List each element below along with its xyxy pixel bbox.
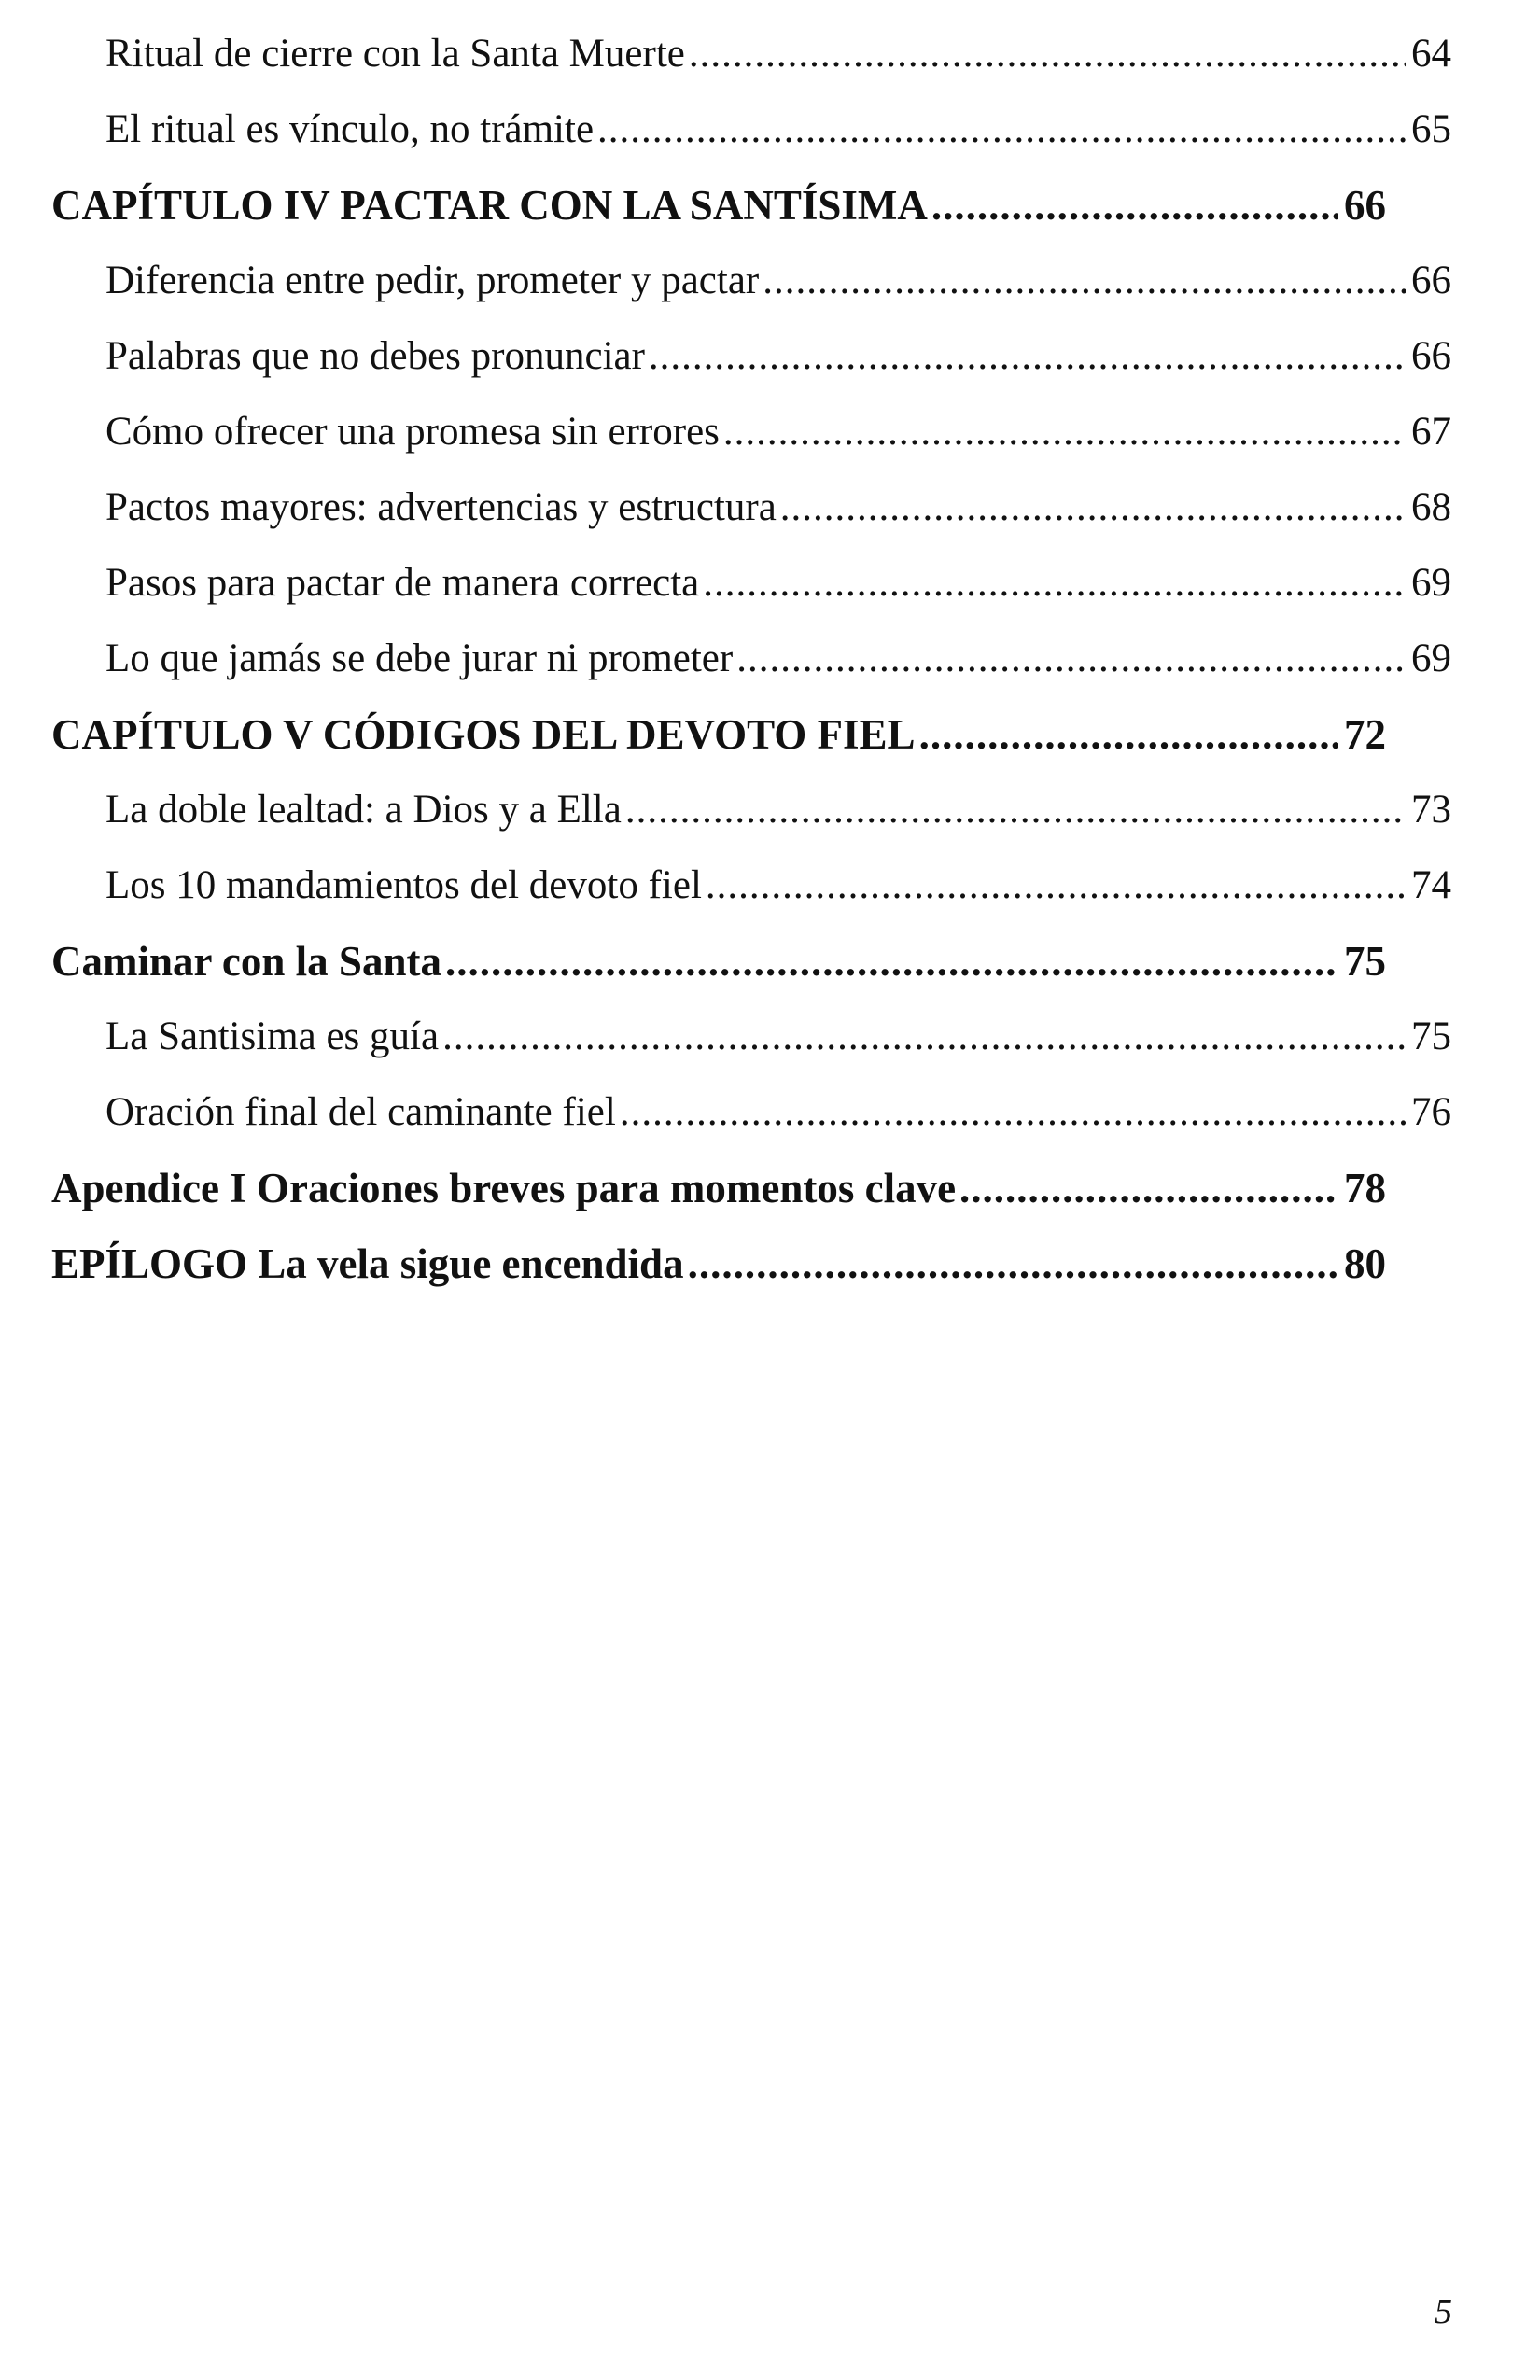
toc-entry[interactable] bbox=[105, 323, 1451, 390]
toc-entry-title: CAPÍTULO IV PACTAR CON LA SANTÍSIMA bbox=[51, 182, 928, 229]
toc-chapter-entry[interactable] bbox=[51, 701, 1386, 768]
toc-entry-title: Apendice I Oraciones breves para momentos clave bbox=[51, 1165, 957, 1211]
toc-entry-title: Oración final del caminante fiel bbox=[105, 1090, 616, 1134]
toc-entry-page: 66 bbox=[1344, 182, 1386, 229]
toc-entry-page: 65 bbox=[1411, 107, 1451, 151]
toc-entry-page: 73 bbox=[1411, 788, 1451, 832]
toc-entry-title: Palabras que no debes pronunciar bbox=[105, 334, 645, 378]
toc-chapter-entry[interactable] bbox=[51, 172, 1386, 239]
toc-entry-page: 74 bbox=[1411, 863, 1451, 907]
toc-entry-page: 76 bbox=[1411, 1090, 1451, 1134]
dot-leader bbox=[703, 550, 1406, 617]
dot-leader bbox=[625, 777, 1406, 844]
dot-leader bbox=[620, 1079, 1406, 1146]
toc-entry-page: 78 bbox=[1344, 1165, 1386, 1211]
toc-entry-title: Los 10 mandamientos del devoto fiel bbox=[105, 863, 702, 907]
toc-entry[interactable] bbox=[105, 21, 1451, 88]
toc-entry-title: Caminar con la Santa bbox=[51, 938, 441, 985]
dot-leader bbox=[649, 323, 1406, 390]
dot-leader bbox=[688, 1230, 1338, 1297]
dot-leader bbox=[959, 1155, 1338, 1222]
toc-chapter-entry[interactable] bbox=[51, 1155, 1386, 1222]
toc-entry-title: CAPÍTULO V CÓDIGOS DEL DEVOTO FIEL bbox=[51, 711, 916, 758]
toc-entry-page: 64 bbox=[1411, 32, 1451, 76]
toc-entry-page: 69 bbox=[1411, 561, 1451, 605]
toc-entry-title: Pactos mayores: advertencias y estructura bbox=[105, 485, 777, 529]
toc-entry-title: La Santisima es guía bbox=[105, 1015, 440, 1058]
dot-leader bbox=[780, 474, 1406, 541]
toc-entry-title: El ritual es vínculo, no trámite bbox=[105, 107, 595, 151]
toc-entry[interactable] bbox=[105, 399, 1451, 466]
dot-leader bbox=[736, 625, 1406, 693]
toc-entry-page: 66 bbox=[1411, 334, 1451, 378]
toc-entry-page: 75 bbox=[1344, 938, 1386, 985]
toc-entry[interactable] bbox=[105, 777, 1451, 844]
toc-entry-title: La doble lealtad: a Dios y a Ella bbox=[105, 788, 622, 832]
toc-entry-page: 66 bbox=[1411, 259, 1451, 302]
toc-entry[interactable] bbox=[105, 247, 1451, 315]
toc-entry-page: 72 bbox=[1344, 711, 1386, 758]
page-number: 5 bbox=[1435, 2292, 1452, 2331]
toc-entry-title: EPÍLOGO La vela sigue encendida bbox=[51, 1240, 684, 1287]
toc-entry-title: Ritual de cierre con la Santa Muerte bbox=[105, 32, 685, 76]
toc-entry-page: 68 bbox=[1411, 485, 1451, 529]
dot-leader bbox=[931, 172, 1338, 239]
toc-entry[interactable] bbox=[105, 550, 1451, 617]
toc-entry-page: 75 bbox=[1411, 1015, 1451, 1058]
toc-entry[interactable] bbox=[105, 1079, 1451, 1146]
toc-entry[interactable] bbox=[105, 852, 1451, 919]
toc-entry-title: Cómo ofrecer una promesa sin errores bbox=[105, 410, 720, 454]
toc-entry-title: Pasos para pactar de manera correcta bbox=[105, 561, 700, 605]
toc-entry[interactable] bbox=[105, 625, 1451, 693]
dot-leader bbox=[919, 701, 1338, 768]
toc-chapter-entry[interactable] bbox=[51, 928, 1386, 995]
dot-leader bbox=[706, 852, 1406, 919]
dot-leader bbox=[689, 21, 1406, 88]
toc-entry-page: 67 bbox=[1411, 410, 1451, 454]
toc-entry-title: Diferencia entre pedir, prometer y pactar bbox=[105, 259, 760, 302]
dot-leader bbox=[445, 928, 1338, 995]
toc-entry[interactable] bbox=[105, 1003, 1451, 1071]
toc-entry[interactable] bbox=[105, 96, 1451, 163]
toc-entry-title: Lo que jamás se debe jurar ni prometer bbox=[105, 637, 734, 680]
dot-leader bbox=[442, 1003, 1406, 1071]
dot-leader bbox=[763, 247, 1406, 315]
dot-leader bbox=[597, 96, 1406, 163]
toc-entry-page: 69 bbox=[1411, 637, 1451, 680]
toc-chapter-entry[interactable] bbox=[51, 1230, 1386, 1297]
dot-leader bbox=[723, 399, 1406, 466]
toc-entry-page: 80 bbox=[1344, 1240, 1386, 1287]
toc-entry[interactable] bbox=[105, 474, 1451, 541]
